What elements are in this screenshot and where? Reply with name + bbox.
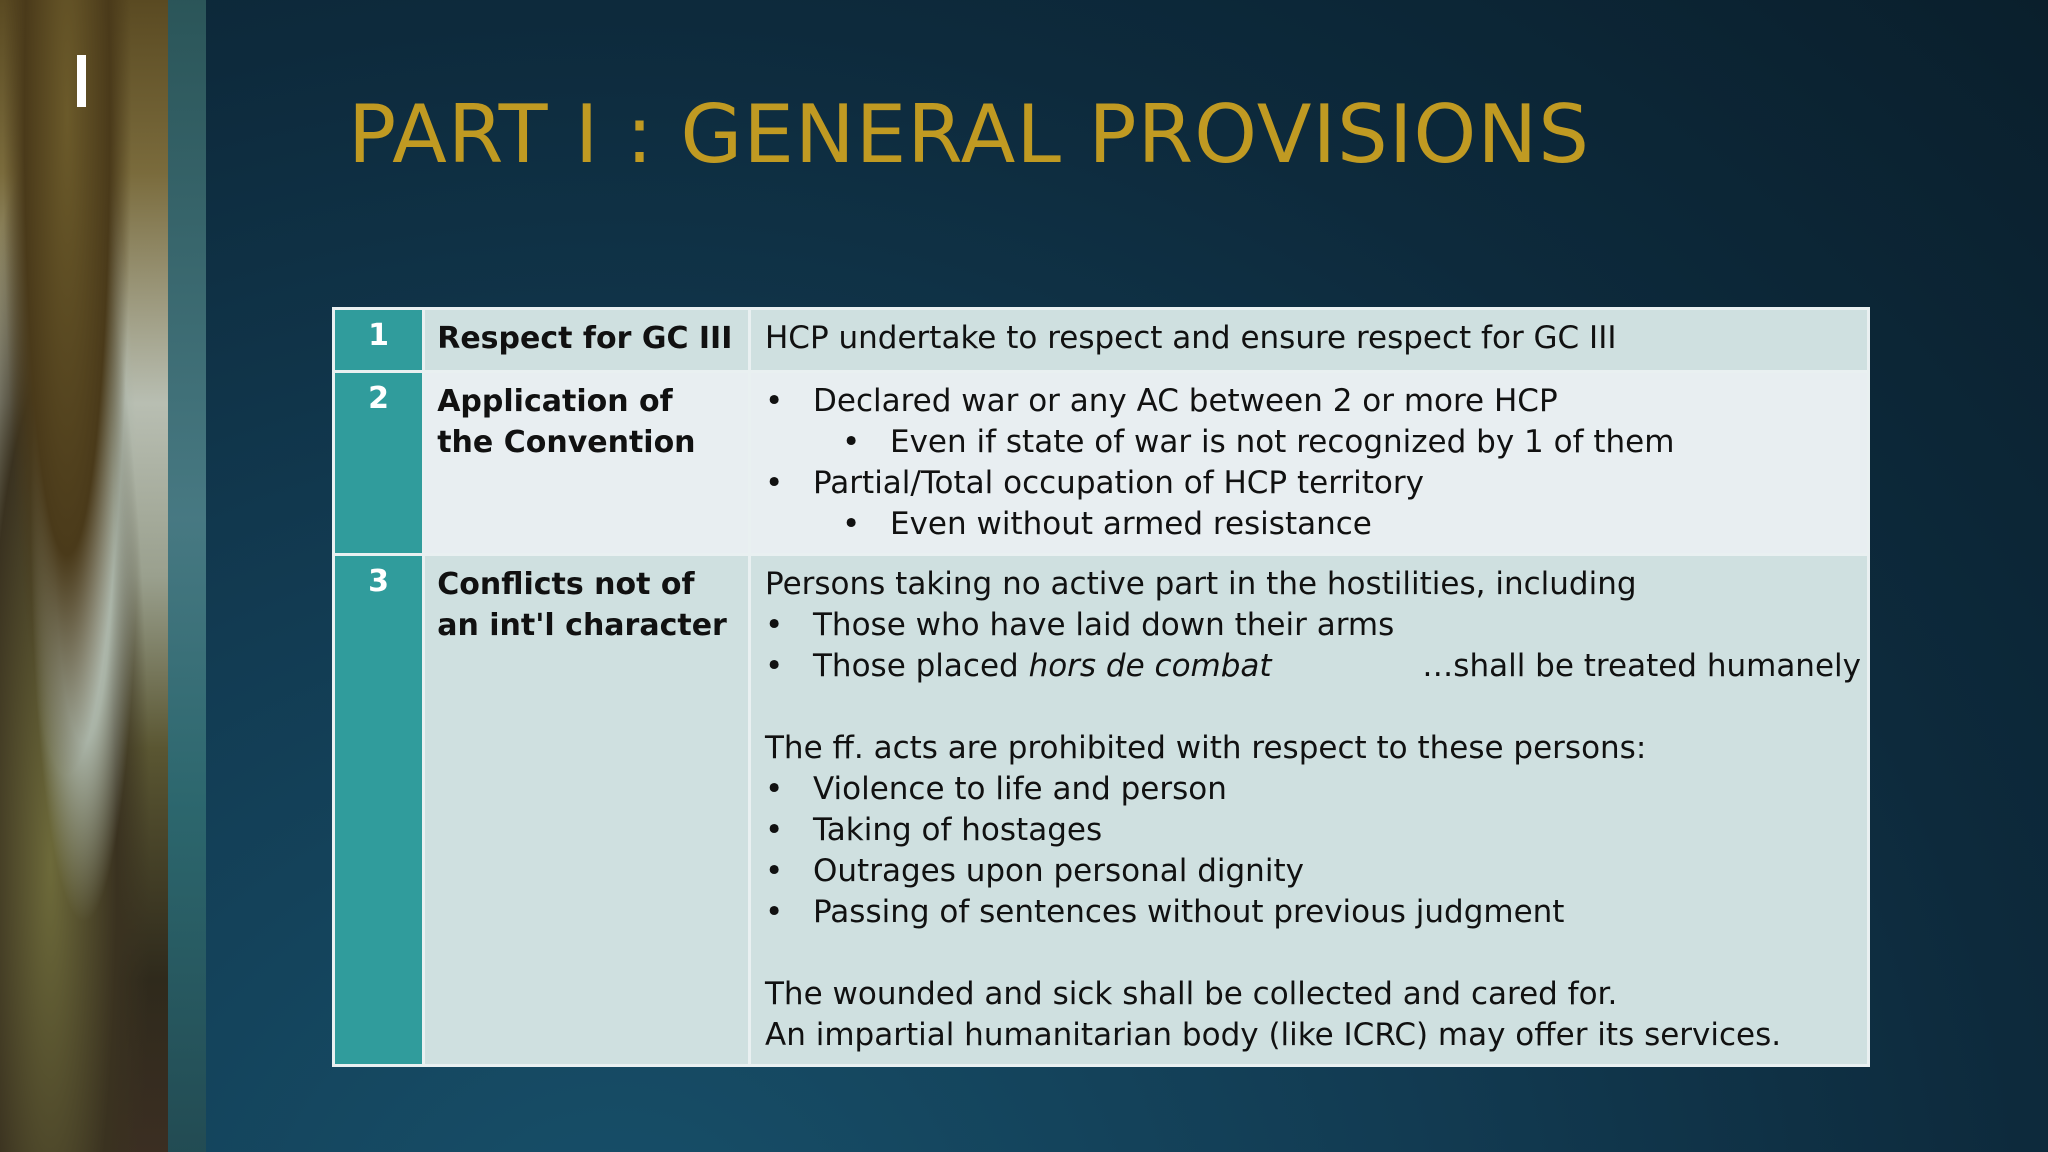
row-number: 2	[334, 372, 424, 555]
sub-bullet-item: • Even without armed resistance	[765, 504, 1853, 545]
row-content	[750, 372, 1869, 555]
row-label: Application of the Convention	[424, 372, 750, 555]
bullet-item: • Passing of sentences without previous judgment	[765, 892, 1853, 933]
bullet-item: • Violence to life and person	[765, 769, 1853, 810]
decorative-strip	[168, 0, 206, 1152]
bullet-item: • Outrages upon personal dignity	[765, 851, 1853, 892]
bullet-item: • Partial/Total occupation of HCP territory	[765, 463, 1853, 504]
sub-bullet-item: • Even if state of war is not recognized by 1 of them	[765, 422, 1853, 463]
row-content: Persons taking no active part in the hostilities, including • Those who have laid down their arms • Those placed hors de combat …shall be treated humanely The ff. acts are prohibited with respect to these persons: • Violence to life and person • Taking of hostages • Outrages upon personal dignity • Passing of sentences without previous judgment The wounded and sick shall be collected and cared for. An impartial humanitarian body (like ICRC) may offer its services.	[750, 555, 1869, 1066]
bullet-item: • Those who have laid down their arms	[765, 605, 1853, 646]
bullet-item: • Declared war or any AC between 2 or more HCP	[765, 381, 1853, 422]
row-number: 1	[334, 309, 424, 372]
row-label: Conflicts not of an int'l character	[424, 555, 750, 1066]
section-mark	[77, 55, 86, 107]
row-label: Respect for GC III	[424, 309, 750, 372]
provisions-table	[332, 307, 1870, 1067]
table-row	[334, 555, 1869, 1066]
table-row	[334, 372, 1869, 555]
bullet-item: • Those placed hors de combat …shall be treated humanely	[765, 646, 1853, 687]
side-painting	[0, 0, 168, 1152]
table-row	[334, 309, 1869, 372]
row-number: 3	[334, 555, 424, 1066]
slide-title: PART I : GENERAL PROVISIONS	[348, 88, 1590, 181]
row-content: HCP undertake to respect and ensure respect for GC III	[750, 309, 1869, 372]
bullet-item: • Taking of hostages	[765, 810, 1853, 851]
